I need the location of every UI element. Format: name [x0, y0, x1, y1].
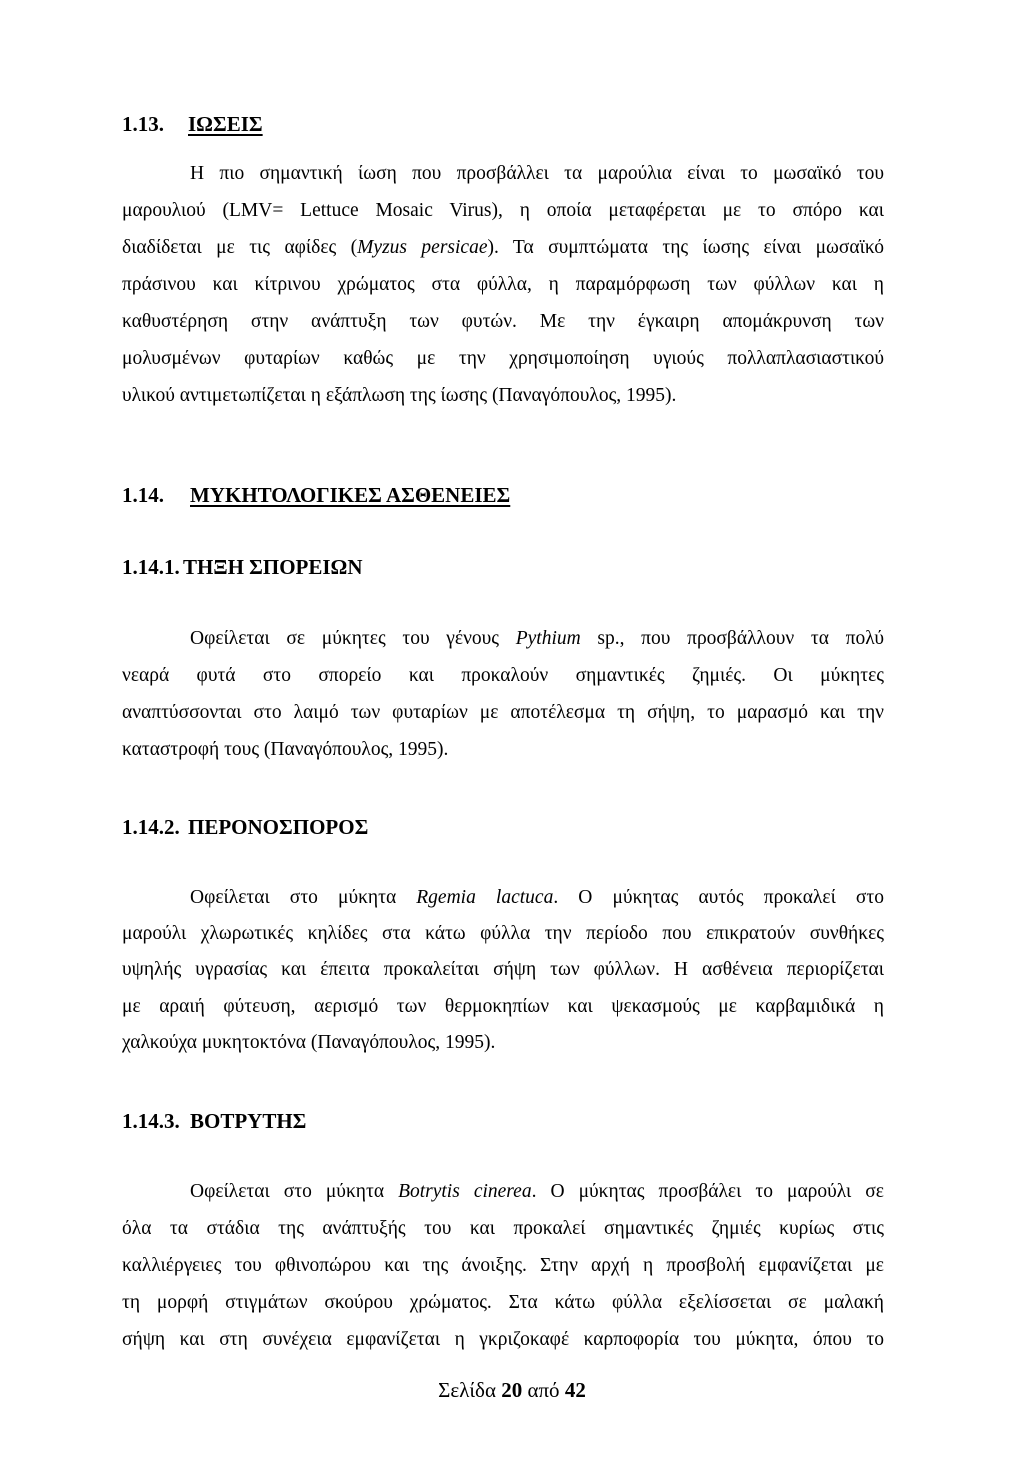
paragraph-line: όλα τα στάδια της ανάπτυξής του και προκαλεί σημαντικές ζημιές κυρίως στις [122, 1218, 884, 1239]
heading-title: ΜΥΚΗΤΟΛΟΓΙΚΕΣ ΑΣΘΕΝΕΙΕΣ [190, 483, 511, 507]
paragraph-line [122, 229, 884, 266]
italic-term: Botrytis cinerea [398, 1181, 532, 1202]
heading-number: 1.14.3. [122, 1109, 180, 1133]
paragraph-line: χαλκούχα μυκητοκτόνα (Παναγόπουλος, 1995). [122, 1031, 496, 1053]
page-footer [0, 1378, 1024, 1402]
heading-title: ΤΗΞΗ ΣΠΟΡΕΙΩΝ [183, 555, 363, 579]
paragraph-line: υψηλής υγρασίας και έπειτα προκαλείται σήψη των φύλλων. Η ασθένεια περιορίζεται [122, 959, 884, 981]
paragraph-line: αναπτύσσονται στο λαιμό των φυταρίων με αποτέλεσμα τη σήψη, το μαρασμό και την [122, 702, 884, 723]
line-text: Οφείλεται σε μύκητες του γένους [190, 628, 516, 649]
italic-term: Myzus persicae [357, 237, 488, 258]
paragraph-line: καταστροφή τους (Παναγόπουλος, 1995). [122, 739, 449, 760]
heading-title: ΙΩΣΕΙΣ [188, 112, 263, 136]
paragraph-line: υλικού αντιμετωπίζεται η εξάπλωση της ίωσης (Παναγόπουλος, 1995). [122, 385, 677, 406]
paragraph-line: πράσινου και κίτρινου χρώματος στα φύλλα, η παραμόρφωση των φύλλων και η [122, 274, 884, 295]
heading-fungal-diseases [122, 483, 510, 507]
footer-page-number: 20 [501, 1378, 523, 1402]
line-text: sp., που προσβάλλουν τα πολύ [580, 628, 884, 649]
paragraph-damping-off [122, 620, 884, 768]
italic-term: Pythium [515, 628, 581, 649]
footer-total-pages: 42 [564, 1378, 586, 1402]
paragraph-botrytis [122, 1173, 884, 1358]
heading-title: ΒΟΤΡΥΤΗΣ [190, 1109, 307, 1133]
footer-page-word: Σελίδα [438, 1378, 496, 1402]
heading-number: 1.14.2. [122, 815, 180, 839]
heading-title: ΠΕΡΟΝΟΣΠΟΡΟΣ [188, 815, 369, 839]
line-text: διαδίδεται με τις αφίδες ( [122, 237, 358, 258]
heading-number: 1.13. [122, 112, 164, 136]
heading-viruses [122, 112, 263, 136]
heading-number: 1.14.1. [122, 555, 180, 579]
line-text: ). Τα συμπτώματα της ίωσης είναι μωσαϊκό [487, 237, 884, 258]
paragraph-line: καλλιέργειες του φθινοπώρου και της άνοιξης. Στην αρχή η προσβολή εμφανίζεται με [122, 1255, 884, 1276]
paragraph-viruses [122, 155, 884, 414]
paragraph-line [122, 1173, 884, 1210]
paragraph-line: μαρούλι χλωρωτικές κηλίδες στα κάτω φύλλα την περίοδο που επικρατούν συνθήκες [122, 923, 884, 945]
paragraph-line: με αραιή φύτευση, αερισμό των θερμοκηπίων και ψεκασμούς με καρβαμιδικά η [122, 995, 884, 1017]
paragraph-line: νεαρά φυτά στο σπορείο και προκαλούν σημαντικές ζημιές. Οι μύκητες [122, 665, 884, 686]
paragraph-line: τη μορφή στιγμάτων σκούρου χρώματος. Στα κάτω φύλλα εξελίσσεται σε μαλακή [122, 1292, 884, 1313]
italic-term: Rgemia lactuca [416, 887, 554, 908]
line-text: . Ο μύκητας αυτός προκαλεί στο [553, 887, 885, 908]
line-text: . Ο μύκητας προσβάλει το μαρούλι σε [531, 1181, 884, 1202]
paragraph-line [122, 880, 884, 916]
paragraph-line [122, 620, 884, 657]
paragraph-line: μαρουλιού (LMV= Lettuce Mosaic Virus), η οποία μεταφέρεται με το σπόρο και [122, 200, 884, 221]
line-text: Οφείλεται στο μύκητα [190, 887, 417, 908]
heading-damping-off [122, 555, 363, 579]
footer-of-word: από [527, 1378, 560, 1402]
heading-number: 1.14. [122, 483, 164, 507]
paragraph-downy-mildew [122, 880, 884, 1061]
heading-downy-mildew [122, 815, 368, 839]
paragraph-line: καθυστέρηση στην ανάπτυξη των φυτών. Με την έγκαιρη απομάκρυνση των [122, 311, 884, 332]
paragraph-line: Η πιο σημαντική ίωση που προσβάλλει τα μαρούλια είναι το μωσαϊκό του [190, 163, 884, 184]
paragraph-line: σήψη και στη συνέχεια εμφανίζεται η γκριζοκαφέ καρποφορία του μύκητα, όπου το [122, 1329, 884, 1350]
heading-botrytis [122, 1109, 306, 1133]
paragraph-line: μολυσμένων φυταρίων καθώς με την χρησιμοποίηση υγιούς πολλαπλασιαστικού [122, 348, 884, 369]
line-text: Οφείλεται στο μύκητα [190, 1181, 399, 1202]
